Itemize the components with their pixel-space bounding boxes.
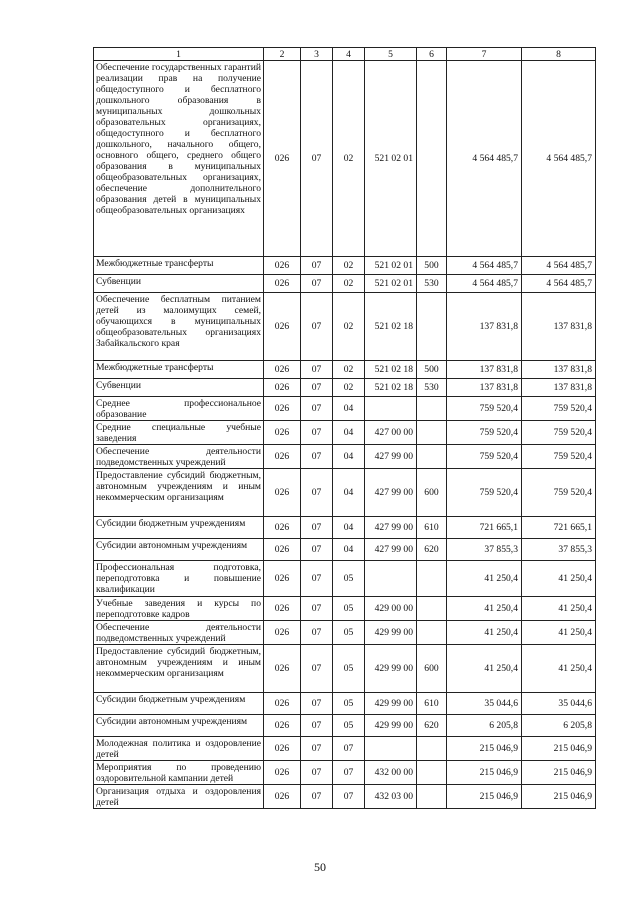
cell-subsection: 05 xyxy=(333,693,365,715)
cell-expense-type xyxy=(417,597,447,621)
cell-section: 07 xyxy=(301,293,333,361)
cell-subsection: 02 xyxy=(333,379,365,397)
cell-subsection: 04 xyxy=(333,397,365,421)
cell-ministry-code: 026 xyxy=(264,693,301,715)
row-description: Обеспечение деятельности подведомственных учреждений xyxy=(94,445,264,469)
cell-section: 07 xyxy=(301,785,333,809)
cell-amount-2: 4 564 485,7 xyxy=(522,61,596,257)
cell-ministry-code: 026 xyxy=(264,561,301,597)
cell-amount-1: 35 044,6 xyxy=(447,693,522,715)
cell-ministry-code: 026 xyxy=(264,257,301,275)
cell-target-article: 432 03 00 xyxy=(365,785,417,809)
cell-section: 07 xyxy=(301,597,333,621)
cell-section: 07 xyxy=(301,645,333,693)
cell-subsection: 05 xyxy=(333,597,365,621)
cell-expense-type: 530 xyxy=(417,275,447,293)
cell-amount-1: 759 520,4 xyxy=(447,397,522,421)
cell-expense-type xyxy=(417,61,447,257)
cell-expense-type xyxy=(417,293,447,361)
cell-subsection: 04 xyxy=(333,517,365,539)
cell-subsection: 02 xyxy=(333,257,365,275)
table-row xyxy=(94,517,596,539)
cell-target-article xyxy=(365,561,417,597)
cell-expense-type: 620 xyxy=(417,715,447,737)
cell-subsection: 02 xyxy=(333,361,365,379)
row-description: Субвенции xyxy=(94,379,264,397)
row-description: Субсидии бюджетным учреждениям xyxy=(94,517,264,539)
cell-target-article: 427 99 00 xyxy=(365,539,417,561)
cell-section: 07 xyxy=(301,693,333,715)
cell-section: 07 xyxy=(301,761,333,785)
cell-amount-1: 137 831,8 xyxy=(447,293,522,361)
cell-amount-2: 137 831,8 xyxy=(522,293,596,361)
cell-amount-1: 6 205,8 xyxy=(447,715,522,737)
table-row xyxy=(94,761,596,785)
page-number: 50 xyxy=(314,860,326,874)
cell-amount-2: 35 044,6 xyxy=(522,693,596,715)
cell-section: 07 xyxy=(301,397,333,421)
cell-ministry-code: 026 xyxy=(264,597,301,621)
cell-expense-type: 620 xyxy=(417,539,447,561)
cell-target-article: 521 02 01 xyxy=(365,61,417,257)
cell-expense-type xyxy=(417,621,447,645)
cell-amount-1: 759 520,4 xyxy=(447,445,522,469)
cell-expense-type: 500 xyxy=(417,361,447,379)
cell-expense-type xyxy=(417,761,447,785)
cell-amount-1: 215 046,9 xyxy=(447,785,522,809)
row-description: Обеспечение деятельности подведомственных учреждений xyxy=(94,621,264,645)
cell-target-article xyxy=(365,737,417,761)
table-row xyxy=(94,693,596,715)
row-description: Межбюджетные трансферты xyxy=(94,361,264,379)
cell-ministry-code: 026 xyxy=(264,737,301,761)
cell-section: 07 xyxy=(301,61,333,257)
cell-amount-2: 41 250,4 xyxy=(522,621,596,645)
cell-subsection: 02 xyxy=(333,61,365,257)
table-row xyxy=(94,539,596,561)
row-description: Мероприятия по проведению оздоровительной кампании детей xyxy=(94,761,264,785)
cell-ministry-code: 026 xyxy=(264,61,301,257)
cell-ministry-code: 026 xyxy=(264,361,301,379)
cell-subsection: 05 xyxy=(333,715,365,737)
cell-target-article: 429 99 00 xyxy=(365,715,417,737)
cell-amount-2: 215 046,9 xyxy=(522,737,596,761)
cell-expense-type xyxy=(417,397,447,421)
cell-section: 07 xyxy=(301,421,333,445)
cell-expense-type xyxy=(417,445,447,469)
row-description: Субсидии автономным учреждениям xyxy=(94,715,264,737)
cell-amount-1: 137 831,8 xyxy=(447,379,522,397)
cell-expense-type: 610 xyxy=(417,517,447,539)
cell-target-article xyxy=(365,397,417,421)
cell-amount-2: 759 520,4 xyxy=(522,421,596,445)
cell-target-article: 432 00 00 xyxy=(365,761,417,785)
cell-ministry-code: 026 xyxy=(264,293,301,361)
table-row xyxy=(94,445,596,469)
cell-subsection: 07 xyxy=(333,761,365,785)
cell-amount-2: 215 046,9 xyxy=(522,761,596,785)
cell-subsection: 04 xyxy=(333,445,365,469)
cell-ministry-code: 026 xyxy=(264,621,301,645)
cell-section: 07 xyxy=(301,275,333,293)
cell-ministry-code: 026 xyxy=(264,379,301,397)
table-row xyxy=(94,737,596,761)
cell-ministry-code: 026 xyxy=(264,785,301,809)
cell-target-article: 429 00 00 xyxy=(365,597,417,621)
cell-target-article: 521 02 18 xyxy=(365,379,417,397)
cell-amount-2: 137 831,8 xyxy=(522,361,596,379)
row-description: Субвенции xyxy=(94,275,264,293)
cell-section: 07 xyxy=(301,561,333,597)
cell-expense-type xyxy=(417,561,447,597)
table-row xyxy=(94,785,596,809)
table-row xyxy=(94,597,596,621)
cell-target-article: 521 02 01 xyxy=(365,275,417,293)
row-description: Межбюджетные трансферты xyxy=(94,257,264,275)
cell-amount-2: 41 250,4 xyxy=(522,645,596,693)
cell-subsection: 02 xyxy=(333,275,365,293)
cell-amount-2: 721 665,1 xyxy=(522,517,596,539)
column-header: 3 xyxy=(301,48,333,61)
row-description: Учебные заведения и курсы по переподготовке кадров xyxy=(94,597,264,621)
cell-subsection: 05 xyxy=(333,621,365,645)
table-row xyxy=(94,397,596,421)
column-header: 5 xyxy=(365,48,417,61)
row-description: Субсидии бюджетным учреждениям xyxy=(94,693,264,715)
cell-section: 07 xyxy=(301,257,333,275)
cell-amount-2: 4 564 485,7 xyxy=(522,275,596,293)
cell-expense-type xyxy=(417,785,447,809)
cell-amount-1: 759 520,4 xyxy=(447,421,522,445)
cell-subsection: 05 xyxy=(333,561,365,597)
cell-target-article: 429 99 00 xyxy=(365,645,417,693)
cell-amount-2: 759 520,4 xyxy=(522,397,596,421)
cell-amount-1: 41 250,4 xyxy=(447,597,522,621)
table-row xyxy=(94,257,596,275)
table-row xyxy=(94,293,596,361)
cell-ministry-code: 026 xyxy=(264,539,301,561)
cell-target-article: 427 00 00 xyxy=(365,421,417,445)
cell-ministry-code: 026 xyxy=(264,445,301,469)
cell-amount-1: 41 250,4 xyxy=(447,561,522,597)
table-row xyxy=(94,469,596,517)
cell-expense-type xyxy=(417,421,447,445)
cell-amount-1: 4 564 485,7 xyxy=(447,61,522,257)
cell-amount-2: 759 520,4 xyxy=(522,469,596,517)
row-description: Предоставление субсидий бюджетным, автономным учреждениям и иным некоммерческим организациям xyxy=(94,469,264,517)
budget-table xyxy=(93,47,596,809)
cell-target-article: 427 99 00 xyxy=(365,517,417,539)
row-description: Предоставление субсидий бюджетным, автономным учреждениям и иным некоммерческим организациям xyxy=(94,645,264,693)
column-header: 6 xyxy=(417,48,447,61)
header-row xyxy=(94,48,596,61)
cell-section: 07 xyxy=(301,445,333,469)
cell-subsection: 04 xyxy=(333,469,365,517)
cell-subsection: 04 xyxy=(333,421,365,445)
row-description: Профессиональная подготовка, переподготовка и повышение квалификации xyxy=(94,561,264,597)
cell-section: 07 xyxy=(301,379,333,397)
cell-expense-type: 600 xyxy=(417,469,447,517)
cell-target-article: 521 02 18 xyxy=(365,361,417,379)
cell-amount-1: 759 520,4 xyxy=(447,469,522,517)
cell-section: 07 xyxy=(301,469,333,517)
cell-amount-2: 215 046,9 xyxy=(522,785,596,809)
cell-amount-2: 41 250,4 xyxy=(522,597,596,621)
table-row xyxy=(94,715,596,737)
cell-target-article: 521 02 18 xyxy=(365,293,417,361)
table-row xyxy=(94,561,596,597)
table-row xyxy=(94,61,596,257)
row-description: Молодежная политика и оздоровление детей xyxy=(94,737,264,761)
cell-amount-1: 4 564 485,7 xyxy=(447,257,522,275)
row-description: Среднее профессиональное образование xyxy=(94,397,264,421)
cell-amount-1: 41 250,4 xyxy=(447,645,522,693)
cell-subsection: 04 xyxy=(333,539,365,561)
table-row xyxy=(94,379,596,397)
cell-section: 07 xyxy=(301,517,333,539)
cell-amount-2: 759 520,4 xyxy=(522,445,596,469)
cell-ministry-code: 026 xyxy=(264,469,301,517)
column-header: 2 xyxy=(264,48,301,61)
cell-ministry-code: 026 xyxy=(264,761,301,785)
table-row xyxy=(94,621,596,645)
cell-amount-1: 37 855,3 xyxy=(447,539,522,561)
cell-amount-1: 215 046,9 xyxy=(447,737,522,761)
cell-amount-1: 215 046,9 xyxy=(447,761,522,785)
table-row xyxy=(94,645,596,693)
cell-subsection: 07 xyxy=(333,785,365,809)
cell-target-article: 429 99 00 xyxy=(365,693,417,715)
row-description: Обеспечение государственных гарантий реализации прав на получение общедоступного и бесплатного дошкольного образования в муниципальных дошкольных образовательных организациях, общедоступного и бесплатного дошкольного, начального общего, основного общего, среднего общего образования в муниципальных общеобразовательных организациях, обеспечение дополнительного образования детей в муниципальных общеобразовательных организациях xyxy=(94,61,264,257)
column-header: 1 xyxy=(94,48,264,61)
cell-subsection: 02 xyxy=(333,293,365,361)
cell-amount-2: 37 855,3 xyxy=(522,539,596,561)
cell-amount-2: 137 831,8 xyxy=(522,379,596,397)
cell-amount-1: 41 250,4 xyxy=(447,621,522,645)
cell-expense-type: 500 xyxy=(417,257,447,275)
cell-subsection: 05 xyxy=(333,645,365,693)
table-row xyxy=(94,421,596,445)
cell-amount-1: 721 665,1 xyxy=(447,517,522,539)
cell-expense-type: 530 xyxy=(417,379,447,397)
cell-target-article: 427 99 00 xyxy=(365,445,417,469)
cell-section: 07 xyxy=(301,715,333,737)
cell-target-article: 427 99 00 xyxy=(365,469,417,517)
row-description: Средние специальные учебные заведения xyxy=(94,421,264,445)
table-row xyxy=(94,275,596,293)
cell-ministry-code: 026 xyxy=(264,397,301,421)
cell-target-article: 429 99 00 xyxy=(365,621,417,645)
row-description: Организация отдыха и оздоровления детей xyxy=(94,785,264,809)
cell-amount-2: 4 564 485,7 xyxy=(522,257,596,275)
cell-amount-2: 6 205,8 xyxy=(522,715,596,737)
row-description: Субсидии автономным учреждениям xyxy=(94,539,264,561)
cell-amount-1: 4 564 485,7 xyxy=(447,275,522,293)
cell-section: 07 xyxy=(301,621,333,645)
cell-target-article: 521 02 01 xyxy=(365,257,417,275)
cell-amount-2: 41 250,4 xyxy=(522,561,596,597)
column-header: 7 xyxy=(447,48,522,61)
column-header: 4 xyxy=(333,48,365,61)
table-row xyxy=(94,361,596,379)
cell-section: 07 xyxy=(301,737,333,761)
cell-ministry-code: 026 xyxy=(264,517,301,539)
cell-ministry-code: 026 xyxy=(264,421,301,445)
cell-section: 07 xyxy=(301,361,333,379)
cell-ministry-code: 026 xyxy=(264,715,301,737)
cell-amount-1: 137 831,8 xyxy=(447,361,522,379)
cell-ministry-code: 026 xyxy=(264,275,301,293)
column-header: 8 xyxy=(522,48,596,61)
row-description: Обеспечение бесплатным питанием детей из малоимущих семей, обучающихся в муниципальных общеобразовательных организациях Забайкальского края xyxy=(94,293,264,361)
cell-ministry-code: 026 xyxy=(264,645,301,693)
cell-expense-type: 610 xyxy=(417,693,447,715)
cell-expense-type xyxy=(417,737,447,761)
cell-expense-type: 600 xyxy=(417,645,447,693)
cell-section: 07 xyxy=(301,539,333,561)
cell-subsection: 07 xyxy=(333,737,365,761)
